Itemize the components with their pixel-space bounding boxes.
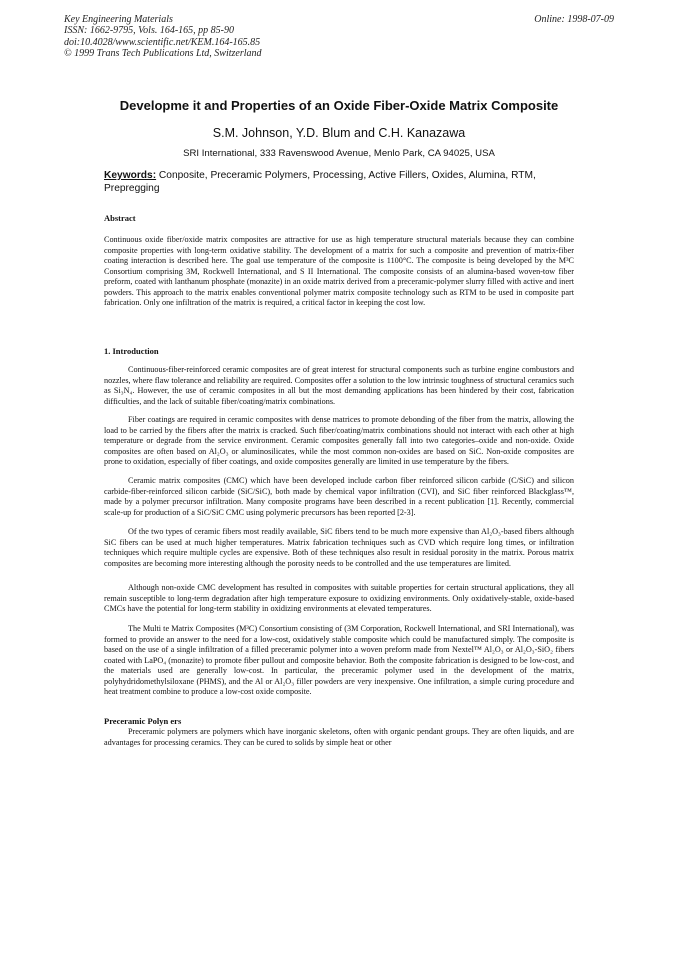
keywords-block xyxy=(104,170,574,195)
keywords-list: Conposite, Preceramic Polymers, Processing, Active Fillers, Oxides, Alumina, RTM, Prepregging xyxy=(104,170,536,194)
keywords-label: Keywords: xyxy=(104,170,157,181)
abstract-heading: Abstract xyxy=(104,213,136,223)
doi-line: doi:10.4028/www.scientific.net/KEM.164-165.85 xyxy=(64,36,261,48)
intro-paragraph-4: Of the two types of ceramic fibers most readily available, SiC fibers tend to be much more expensive than Al₂O₃-based fibers although SiC fibers can be used at much higher temperatures. Matrix fabrication techniques such as CVD which require long times, or infiltration techniques which require multiple cycles are expensive. Both of these techniques also result in residual porosity in the matrix. Porous matrix composites are becoming more interesting although the porosity needs to be controlled and the use temperatures are limited. xyxy=(104,527,574,568)
online-date: Online: 1998-07-09 xyxy=(534,14,614,25)
preceramic-paragraph-1: Preceramic polymers are polymers which have inorganic skeletons, often with organic pendant groups. They are often liquids, and are advantages for processing ceramics. They can be cured to solids by simple heat or other xyxy=(104,727,574,747)
abstract-text: Continuous oxide fiber/oxide matrix composites are attractive for use as high temperature structural materials because they can combine composite properties with long-term oxidative stability. The development of a matrix for such a composite and prevention of matrix-fiber coating interaction is described here. The goal use temperature of the composite is 1100°C. The composite is being developed by the M³C Consortium comprising 3M, Rockwell International, and S II International. The composite consists of an alumina-based woven-tow fiber preform, coated with lanthanum phosphate (monazite) in an oxide matrix derived from a preceramic-polymer slurry filled with active and inert powders. This approach to the matrix enables conventional polymer matrix composite technology such as RTM to be used in composite part fabrication. Only one infiltration of the matrix is required, a critical factor in keeping the cost low. xyxy=(104,235,574,307)
copyright-line: © 1999 Trans Tech Publications Ltd, Switzerland xyxy=(64,48,262,60)
issn-line: ISSN: 1662-9795, Vols. 164-165, pp 85-90 xyxy=(64,25,234,37)
introduction-heading: 1. Introduction xyxy=(104,346,159,356)
intro-paragraph-2: Fiber coatings are required in ceramic composites with dense matrices to promote debonding of the fiber from the matrix, allowing the load to be carried by the fibers after the matrix is cracked. Such fiber/coating/matrix combinations should not interact with each other at high temperature or degrade from the service environment. Ceramic composites generally fall into two categories–oxide and non-oxide. Oxide composites are often based on Al₂O₃ or aluminosilicates, while the most common non-oxides are based on SiC. Non-oxide composites are prone to oxidation, especially of fiber coatings, and oxide composites generally are limited in use temperature by the fibers. xyxy=(104,415,574,466)
intro-paragraph-1: Continuous-fiber-reinforced ceramic composites are of great interest for structural components such as turbine engine combustors and nozzles, where flaw tolerance and reliability are required. Composites offer a solution to the low intrinsic toughness of structural ceramics such as Si₃N₄. However, the use of ceramic composites in all but the most demanding applications has been hindered by their cost, fabrication difficulties, and the lack of suitable fiber/coating/matrix combinations. xyxy=(104,365,574,406)
intro-paragraph-3: Ceramic matrix composites (CMC) which have been developed include carbon fiber reinforced silicon carbide (C/SiC) and silicon carbide-fiber-reinforced silicon carbide (SiC/SiC), both made by chemical vapor infiltration (CVI), and SiC fiber reinforced Blackglass™, made by a polymer precursor infiltration. Many composite programs have been described in a recent publication [1]. Recently, commercial scale-up for production of a SiC/SiC CMC using polymeric precursors has been reported [2-3]. xyxy=(104,476,574,517)
paper-authors: S.M. Johnson, Y.D. Blum and C.H. Kanazawa xyxy=(212,126,466,140)
journal-header xyxy=(64,14,262,60)
paper-title: Developme it and Properties of an Oxide Fiber-Oxide Matrix Composite xyxy=(119,98,559,113)
intro-paragraph-6: The Multi te Matrix Composites (M³C) Consortium consisting of (3M Corporation, Rockwell International, and SRI International), was formed to provide an answer to the need for a low-cost, oxidatively stable composite which could be manufactured simply. The composite is based on the use of a single infiltration of a filled preceramic polymer into a woven preform made from Nextel™ Al₂O₃ or Al₂O₃-SiO₂ fibers coated with LaPO₄ (monazite) to promote fiber pullout and composite behavior. Both the composite fabrication is designed to be low-cost, and the materials used are generally low-cost. In particular, the preceramic polymer used in the development of the matrix, polyhydridomethylsiloxane (PHMS), and the Al or Al₂O₃ filler powders are very inexpensive. One infiltration, a simple curing procedure and heat treatment combine to produce a low-cost oxide composite. xyxy=(104,624,574,696)
intro-paragraph-5: Although non-oxide CMC development has resulted in composites with suitable properties for certain structural applications, they all remain susceptible to long-term degradation after high temperature exposure to oxidizing environments. Only oxidatively-stable, oxide-based CMCs have the potential for long-term stability in oxidizing environments at elevated temperatures. xyxy=(104,583,574,613)
preceramic-heading: Preceramic Polyn ers xyxy=(104,716,182,726)
author-affiliation: SRI International, 333 Ravenswood Avenue, Menlo Park, CA 94025, USA xyxy=(183,148,495,159)
journal-name: Key Engineering Materials xyxy=(64,14,173,25)
